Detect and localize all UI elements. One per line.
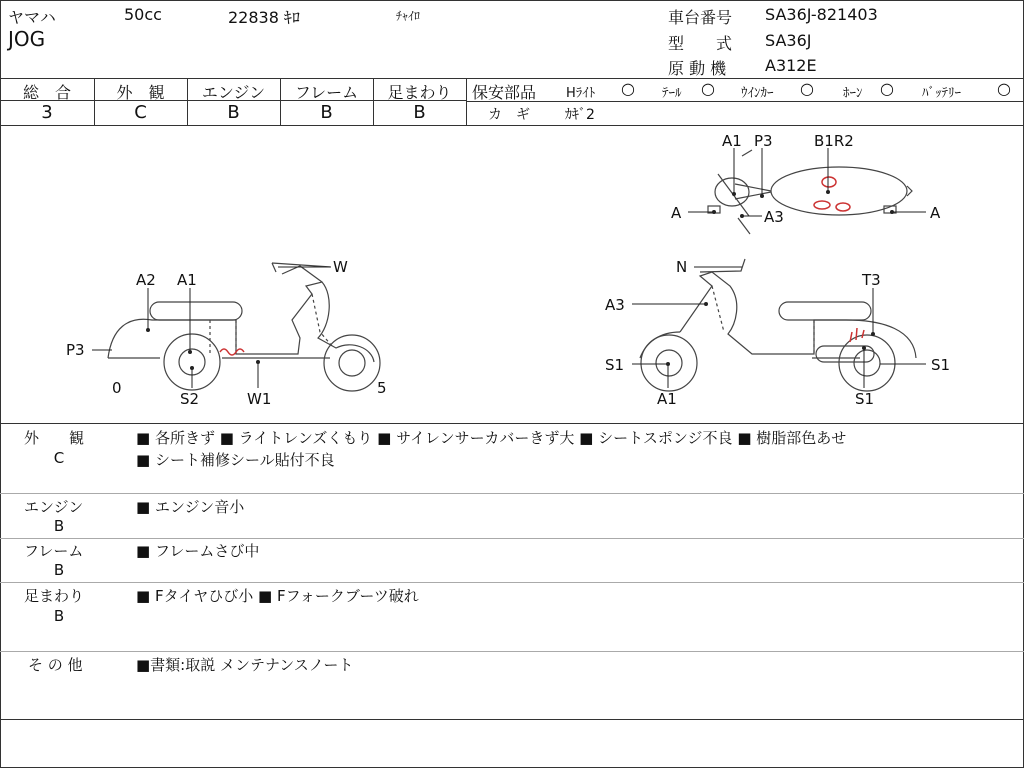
diagram-label: W1 <box>247 390 272 408</box>
remark-grade-suspension: B <box>53 607 65 625</box>
engine-model-label: 原 動 機 <box>668 59 727 78</box>
remark-text: ■ フレームさび中 <box>136 542 260 560</box>
grid-line <box>0 78 1024 79</box>
engine-model-value: A312E <box>765 56 817 75</box>
diagram-label: 5 <box>377 379 387 397</box>
remark-category-engine: エンジン <box>24 498 84 516</box>
diagram-label: A <box>671 204 682 222</box>
frame-grade: B <box>320 102 333 123</box>
suspension-grade: B <box>413 102 426 123</box>
safety-mark-battery: ○ <box>997 79 1011 98</box>
diagram-label: 0 <box>112 379 122 397</box>
safety-item-battery: ﾊﾞｯﾃﾘｰ <box>922 86 961 101</box>
diagram-label: P3 <box>66 341 85 359</box>
grid-line <box>466 78 467 125</box>
diagram-label: A2 <box>136 271 156 289</box>
frame-label: フレーム <box>294 83 359 102</box>
remark-category-other: そ の 他 <box>28 656 83 674</box>
damage-diagram <box>0 126 1024 422</box>
grid-line <box>0 719 1024 720</box>
grid-line <box>0 493 1024 494</box>
safety-mark-headlight: ○ <box>621 79 635 98</box>
grid-line <box>0 582 1024 583</box>
remark-text: ■ Fタイヤひび小 ■ Fフォークブーツ破れ <box>136 587 419 605</box>
remark-text: ■ 各所きず ■ ライトレンズくもり ■ サイレンサーカバーきず大 ■ シートスポンジ不良 ■ 樹脂部色あせ <box>136 429 847 447</box>
key-label: カ ギ <box>488 107 530 123</box>
engine-grade: B <box>227 102 240 123</box>
diagram-label: A <box>930 204 941 222</box>
remark-category-suspension: 足まわり <box>24 587 85 605</box>
safety-item-horn: ﾎｰﾝ <box>843 86 863 101</box>
safety-mark-horn: ○ <box>880 79 894 98</box>
safety-item-winker: ｳｲﾝｶｰ <box>741 86 774 101</box>
safety-label: 保安部品 <box>472 83 537 102</box>
color: ﾁｬｲﾛ <box>396 9 421 23</box>
suspension-label: 足まわり <box>387 83 452 102</box>
diagram-label: A1 <box>722 132 742 150</box>
exterior-grade: C <box>134 102 147 123</box>
diagram-label: S1 <box>605 356 625 374</box>
overall-label: 総 合 <box>22 83 71 102</box>
remark-grade-exterior: C <box>53 449 65 467</box>
grid-line <box>0 538 1024 539</box>
diagram-label: S2 <box>180 390 200 408</box>
type-label: 型 式 <box>668 34 733 53</box>
displacement: 50cc <box>124 5 162 24</box>
diagram-label: A1 <box>657 390 677 408</box>
safety-mark-tail: ○ <box>701 79 715 98</box>
exterior-label: 外 観 <box>116 83 165 102</box>
mileage: 22838 ｷﾛ <box>228 8 300 27</box>
safety-item-tail: ﾃｰﾙ <box>662 86 682 101</box>
remark-text: ■ シート補修シール貼付不良 <box>136 451 335 469</box>
diagram-label: A1 <box>177 271 197 289</box>
diagram-label: B1R2 <box>814 132 854 150</box>
diagram-label: N <box>676 258 688 276</box>
maker: ヤマハ <box>8 8 56 27</box>
diagram-label: W <box>333 258 348 276</box>
key-value: ｶｷﾞ2 <box>565 107 595 123</box>
grid-line <box>466 101 1024 102</box>
remark-grade-engine: B <box>53 517 65 535</box>
overall-grade: 3 <box>41 102 53 123</box>
diagram-label: T3 <box>862 271 881 289</box>
frame-no-label: 車台番号 <box>668 8 733 27</box>
remark-grade-frame: B <box>53 561 65 579</box>
engine-label: エンジン <box>201 83 266 102</box>
model-name: JOG <box>8 27 46 51</box>
scooter-top-view <box>708 150 912 234</box>
grid-line <box>0 423 1024 424</box>
safety-item-headlight: Hﾗｲﾄ <box>566 86 596 101</box>
remark-category-exterior: 外 観 <box>24 429 85 447</box>
diagram-label: P3 <box>754 132 773 150</box>
frame-no: SA36J-821403 <box>765 5 878 24</box>
diagram-label: A3 <box>605 296 625 314</box>
diagram-label: A3 <box>764 208 784 226</box>
safety-mark-winker: ○ <box>800 79 814 98</box>
diagram-label: S1 <box>855 390 875 408</box>
remark-text: ■ エンジン音小 <box>136 498 245 516</box>
type-value: SA36J <box>765 31 812 50</box>
remark-category-frame: フレーム <box>24 542 84 560</box>
remark-text: ■書類:取説 メンテナンスノート <box>136 656 354 674</box>
grid-line <box>0 651 1024 652</box>
diagram-label: S1 <box>931 356 951 374</box>
